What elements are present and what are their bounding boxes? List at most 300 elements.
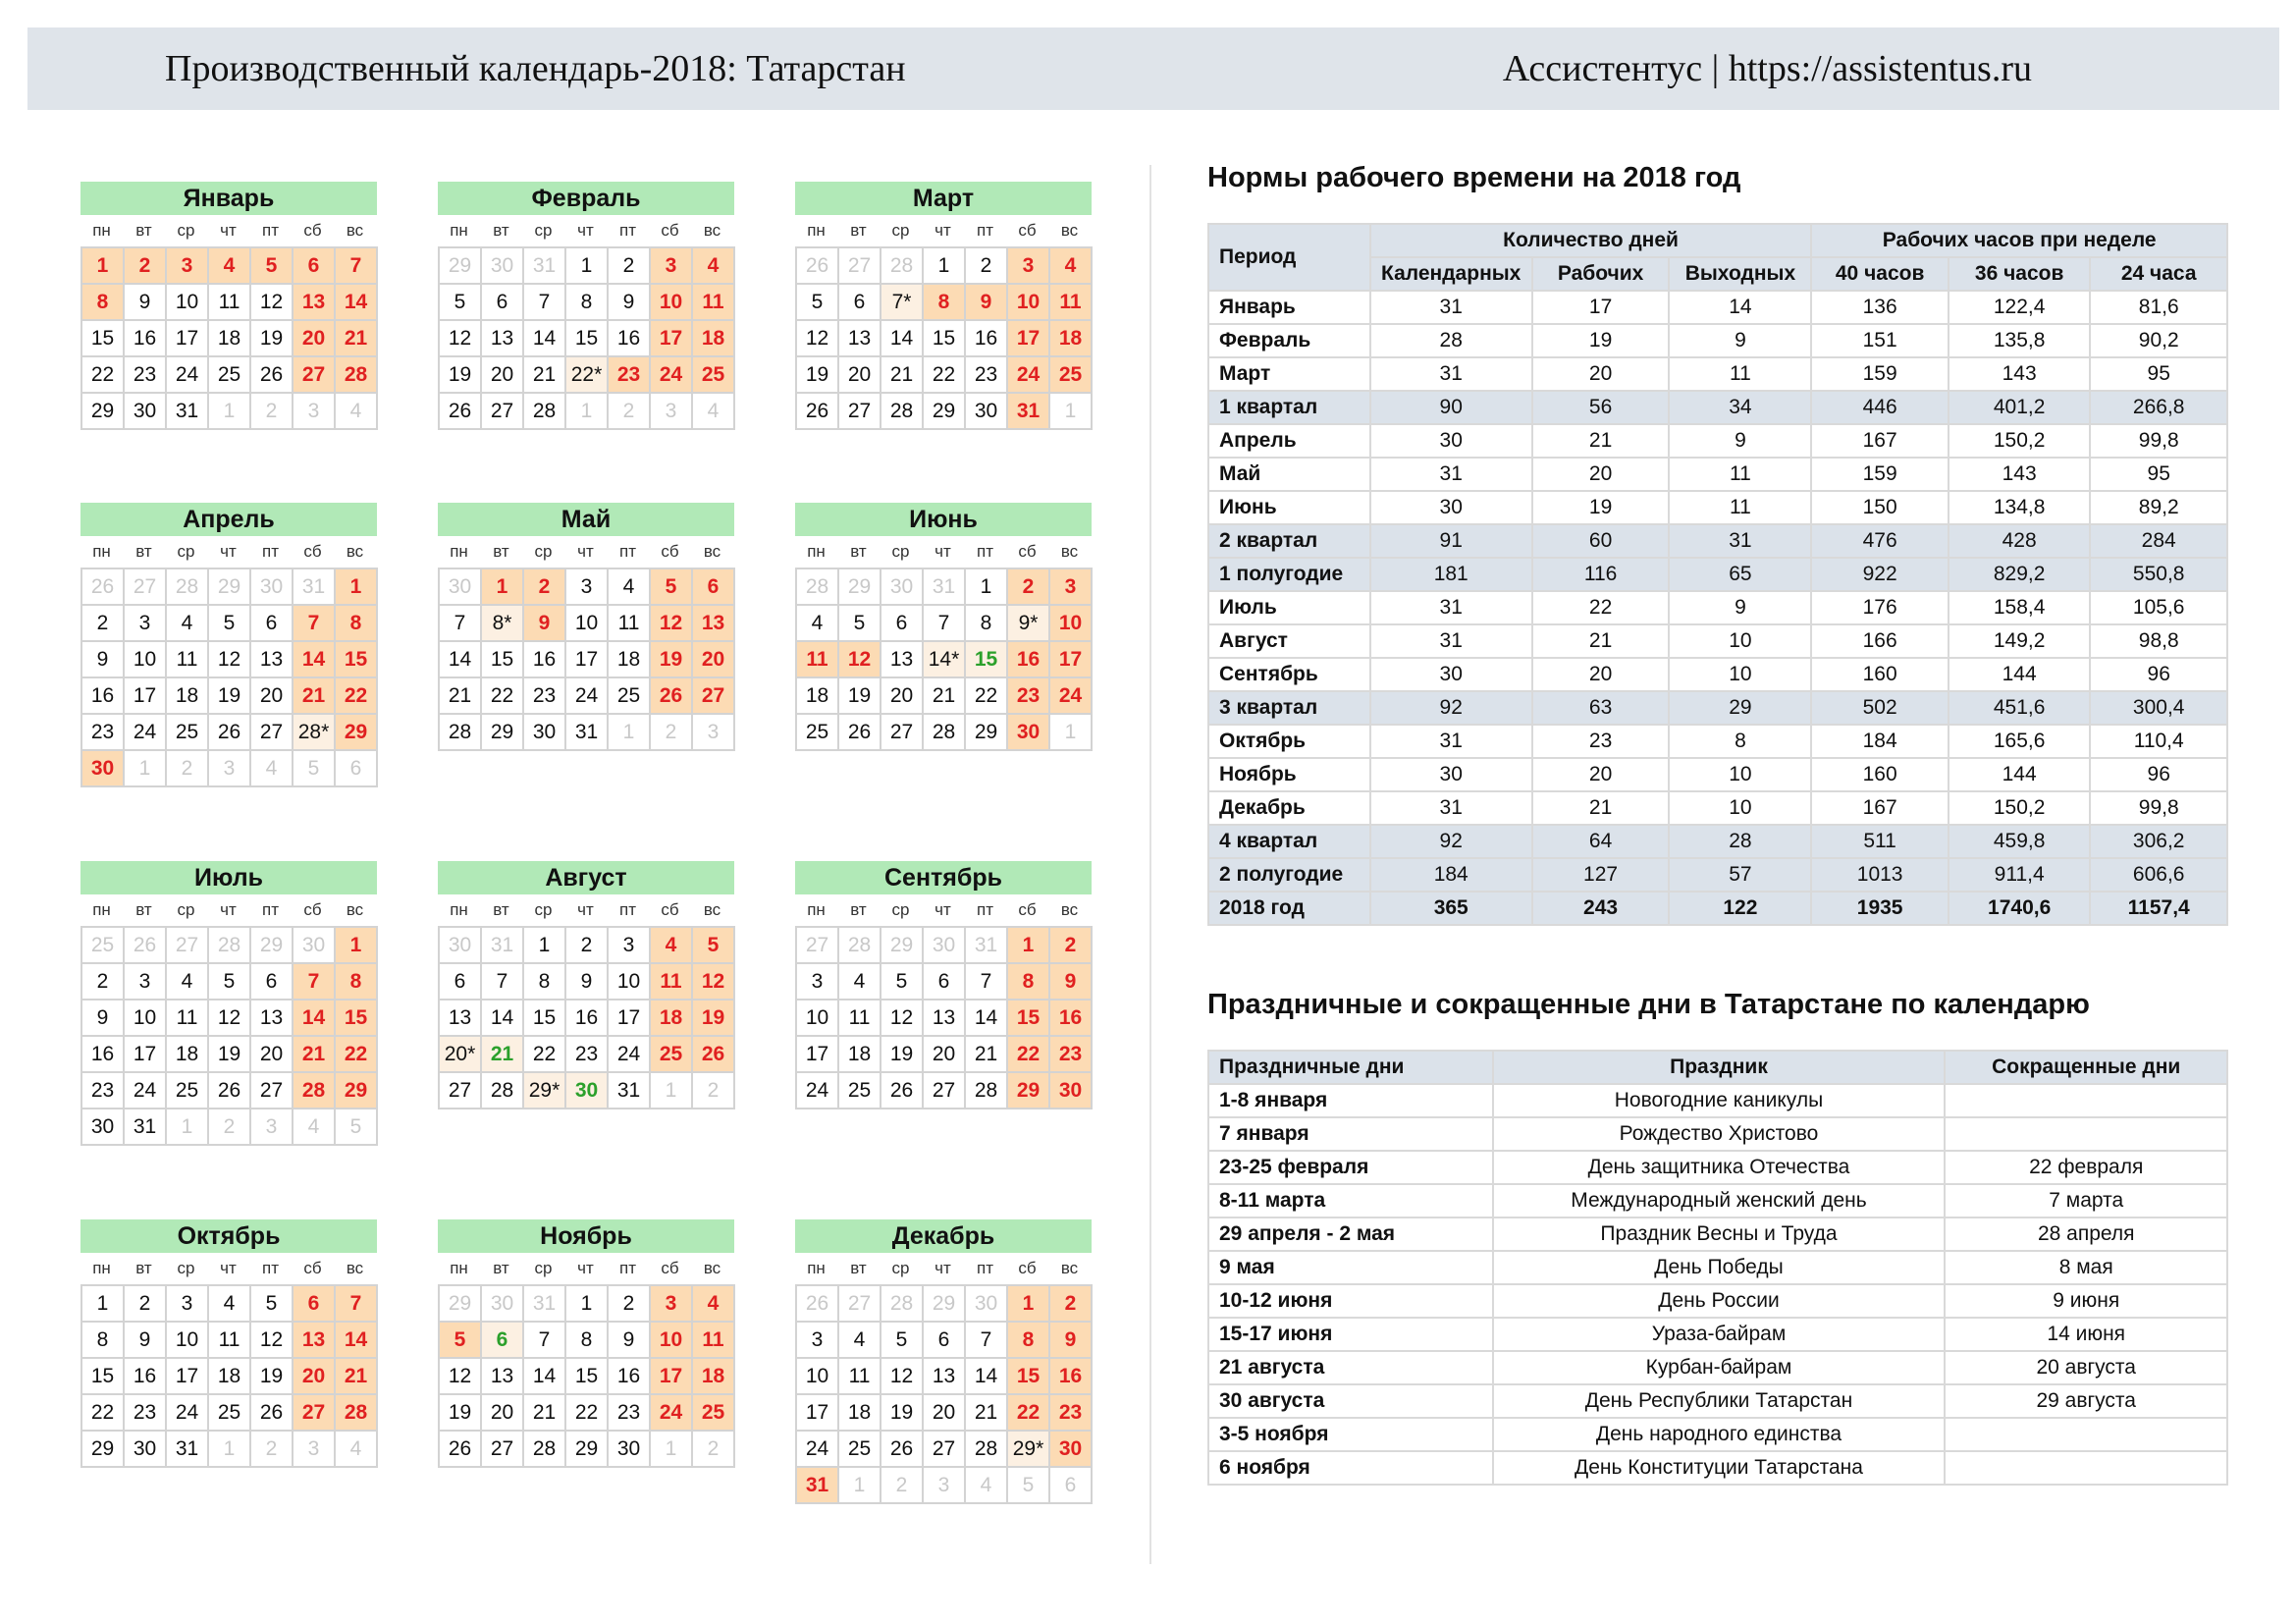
weekday-row [795,1253,1092,1284]
norm-value: 922 [1811,558,1949,591]
table-row [1208,892,2227,925]
other-month-day-cell: 27 [839,248,881,285]
day-cell: 2 [566,928,609,964]
day-cell: 27 [839,394,881,430]
holiday-day-cell: 18 [693,321,735,357]
weekday-label: ср [534,900,553,919]
norm-value: 300,4 [2090,691,2227,725]
holiday-day-cell: 2 [1050,1286,1093,1323]
day-cell: 24 [566,678,609,715]
day-cell: 6 [881,606,924,642]
day-cell: 15 [82,321,125,357]
day-cell: 15 [82,1359,125,1395]
month-title: Август [438,861,734,894]
day-cell: 21 [966,1395,1008,1432]
short-day-cell: 7* [881,285,924,321]
weekday-row [795,536,1092,568]
norm-value: 502 [1811,691,1949,725]
day-cell: 24 [797,1432,839,1468]
day-cell: 9 [609,1323,651,1359]
weekday-label: ср [177,1259,195,1277]
day-cell: 24 [167,357,209,394]
norm-value: 98,8 [2090,624,2227,658]
day-cell: 13 [440,1001,482,1037]
day-cell: 15 [566,321,609,357]
norm-value: 829,2 [1949,558,2091,591]
weekday-label: вт [850,900,867,919]
norm-value: 31 [1370,591,1532,624]
workday-transfer-cell: 30 [566,1073,609,1109]
table-row [1208,1351,2227,1384]
day-cell: 12 [440,1359,482,1395]
period-name: 2018 год [1208,892,1370,925]
day-cell: 18 [839,1037,881,1073]
norm-value: 92 [1370,691,1532,725]
short-day: 28 апреля [1945,1217,2227,1251]
table-row [1208,1151,2227,1184]
weekday-label: сб [303,221,322,240]
day-cell: 31 [167,394,209,430]
day-cell: 4 [839,1323,881,1359]
table-row [1208,591,2227,624]
day-cell: 17 [797,1037,839,1073]
month-day-grid [795,568,1093,751]
other-month-day-cell: 2 [693,1073,735,1109]
period-name: Сентябрь [1208,658,1370,691]
weekday-label: пн [807,900,826,919]
day-cell: 17 [797,1395,839,1432]
holiday-day-cell: 30 [1050,1073,1093,1109]
period-name: Январь [1208,291,1370,324]
month-day-grid [795,926,1093,1109]
norm-value: 150,2 [1949,791,2091,825]
norm-value: 9 [1669,424,1811,458]
holiday-day-cell: 2 [524,569,566,606]
day-cell: 12 [209,642,251,678]
norm-value: 159 [1811,458,1949,491]
day-cell: 11 [167,1001,209,1037]
day-cell: 22 [966,678,1008,715]
day-cell: 20 [482,357,524,394]
other-month-day-cell: 30 [482,1286,524,1323]
day-cell: 11 [609,606,651,642]
day-cell: 7 [482,964,524,1001]
day-cell: 21 [924,678,966,715]
short-day: 8 мая [1945,1251,2227,1284]
weekday-label: вт [135,221,152,240]
norm-value: 90,2 [2090,324,2227,357]
day-cell: 12 [797,321,839,357]
holidays-days-header: Праздничные дни [1208,1051,1493,1084]
other-month-day-cell: 1 [651,1073,693,1109]
other-month-day-cell: 30 [924,928,966,964]
day-cell: 22 [82,1395,125,1432]
norm-value: 10 [1669,624,1811,658]
norm-value: 116 [1532,558,1670,591]
norm-value: 64 [1532,825,1670,858]
other-month-day-cell: 3 [651,394,693,430]
short-day-cell: 29* [524,1073,566,1109]
period-name: 4 квартал [1208,825,1370,858]
day-cell: 20 [482,1395,524,1432]
day-cell: 10 [167,1323,209,1359]
month-day-grid [80,246,378,430]
day-cell: 19 [797,357,839,394]
day-cell: 8 [566,1323,609,1359]
day-cell: 3 [125,606,167,642]
holiday-day-cell: 3 [651,248,693,285]
day-cell: 12 [209,1001,251,1037]
holiday-day-cell: 8 [82,285,125,321]
holiday-day-cell: 24 [1008,357,1050,394]
day-cell: 25 [209,1395,251,1432]
day-cell: 28 [966,1073,1008,1109]
norm-value: 20 [1532,458,1670,491]
holiday-day-cell: 26 [651,678,693,715]
day-cell: 6 [924,964,966,1001]
holiday-day-cell: 22 [336,1037,378,1073]
other-month-day-cell: 2 [167,751,209,787]
month-title: Декабрь [795,1219,1092,1253]
holiday-day-cell: 23 [1008,678,1050,715]
holiday-day-cell: 1 [1008,928,1050,964]
weekday-label: пн [92,900,111,919]
period-name: Апрель [1208,424,1370,458]
norm-value: 31 [1669,524,1811,558]
other-month-day-cell: 2 [209,1109,251,1146]
holiday-day-cell: 30 [1050,1432,1093,1468]
norms-col-header: Календарных [1370,257,1532,291]
norm-value: 30 [1370,424,1532,458]
day-cell: 26 [440,1432,482,1468]
holiday-day-cell: 14 [336,285,378,321]
norm-value: 63 [1532,691,1670,725]
day-cell: 14 [482,1001,524,1037]
holiday-name: Ураза-байрам [1493,1318,1946,1351]
norm-value: 10 [1669,658,1811,691]
holiday-name: День Конституции Татарстана [1493,1451,1946,1485]
holidays-name-header: Праздник [1493,1051,1946,1084]
norm-value: 143 [1949,458,2091,491]
day-cell: 29 [482,715,524,751]
weekday-label: пн [450,221,468,240]
weekday-label: вс [703,542,721,561]
weekday-label: вс [346,900,364,919]
month-calendar [80,503,377,787]
other-month-day-cell: 5 [336,1109,378,1146]
weekday-label: сб [661,1259,679,1277]
day-cell: 13 [251,1001,294,1037]
norm-value: 56 [1532,391,1670,424]
weekday-label: вт [135,1259,152,1277]
norm-value: 150 [1811,491,1949,524]
weekday-label: вт [135,542,152,561]
holiday-day-cell: 14 [294,642,336,678]
day-cell: 7 [924,606,966,642]
other-month-day-cell: 29 [924,1286,966,1323]
day-cell: 29 [924,394,966,430]
day-cell: 23 [125,357,167,394]
holiday-day-cell: 12 [839,642,881,678]
day-cell: 13 [881,642,924,678]
weekday-label: чт [934,221,951,240]
holiday-day-cell: 29 [336,1073,378,1109]
day-cell: 19 [440,1395,482,1432]
day-cell: 24 [125,715,167,751]
day-cell: 2 [609,248,651,285]
short-day-cell: 22* [566,357,609,394]
holiday-day-cell: 11 [693,285,735,321]
other-month-day-cell: 29 [440,1286,482,1323]
short-day [1945,1084,2227,1117]
day-cell: 10 [609,964,651,1001]
other-month-day-cell: 1 [125,751,167,787]
period-name: Июль [1208,591,1370,624]
weekday-label: пт [262,221,279,240]
day-cell: 27 [251,1073,294,1109]
day-cell: 15 [524,1001,566,1037]
day-cell: 21 [524,357,566,394]
other-month-day-cell: 4 [966,1468,1008,1504]
weekday-label: ср [534,1259,553,1277]
holiday-day-cell: 6 [693,569,735,606]
other-month-day-cell: 1 [209,394,251,430]
day-cell: 12 [881,1001,924,1037]
weekday-label: пн [450,1259,468,1277]
day-cell: 2 [82,606,125,642]
weekday-label: пт [262,542,279,561]
norm-value: 306,2 [2090,825,2227,858]
short-day: 7 марта [1945,1184,2227,1217]
norm-value: 550,8 [2090,558,2227,591]
holiday-day-cell: 8 [336,964,378,1001]
table-row [1208,491,2227,524]
day-cell: 18 [609,642,651,678]
day-cell: 6 [482,285,524,321]
holiday-day-cell: 7 [336,248,378,285]
holiday-dates: 23-25 февраля [1208,1151,1493,1184]
holiday-dates: 9 мая [1208,1251,1493,1284]
holiday-day-cell: 28 [336,1395,378,1432]
weekday-row [795,894,1092,926]
holiday-day-cell: 27 [294,1395,336,1432]
other-month-day-cell: 29 [839,569,881,606]
other-month-day-cell: 26 [797,1286,839,1323]
holiday-day-cell: 3 [167,248,209,285]
norm-value: 135,8 [1949,324,2091,357]
other-month-day-cell: 30 [482,248,524,285]
holiday-day-cell: 17 [651,1359,693,1395]
norm-value: 90 [1370,391,1532,424]
norm-value: 28 [1669,825,1811,858]
weekday-label: чт [577,221,594,240]
day-cell: 11 [839,1001,881,1037]
norm-value: 11 [1669,458,1811,491]
holiday-day-cell: 5 [651,569,693,606]
day-cell: 14 [881,321,924,357]
day-cell: 12 [251,285,294,321]
weekday-label: ср [177,542,195,561]
day-cell: 16 [125,321,167,357]
norm-value: 150,2 [1949,424,2091,458]
day-cell: 13 [924,1359,966,1395]
weekday-row [80,1253,377,1284]
table-row [1208,624,2227,658]
day-cell: 8 [82,1323,125,1359]
weekday-row [80,215,377,246]
day-cell: 23 [966,357,1008,394]
holiday-day-cell: 7 [294,964,336,1001]
norm-value: 134,8 [1949,491,2091,524]
other-month-day-cell: 4 [693,394,735,430]
norms-col-header: 36 часов [1949,257,2091,291]
holiday-day-cell: 5 [251,248,294,285]
norms-col-header: 40 часов [1811,257,1949,291]
weekday-label: пт [619,542,636,561]
other-month-day-cell: 29 [440,248,482,285]
month-calendar [80,861,377,1146]
day-cell: 20 [839,357,881,394]
table-row [1208,1084,2227,1117]
norm-value: 160 [1811,658,1949,691]
header-brand: Ассистентус | https://assistentus.ru [1502,48,2032,89]
day-cell: 18 [209,321,251,357]
day-cell: 3 [609,928,651,964]
day-cell: 26 [209,1073,251,1109]
other-month-day-cell: 1 [1050,715,1093,751]
day-cell: 7 [524,1323,566,1359]
holiday-day-cell: 9 [966,285,1008,321]
table-row [1208,391,2227,424]
norm-value: 30 [1370,491,1532,524]
norm-value: 151 [1811,324,1949,357]
norm-value: 176 [1811,591,1949,624]
other-month-day-cell: 29 [251,928,294,964]
day-cell: 25 [609,678,651,715]
other-month-day-cell: 28 [839,928,881,964]
period-name: Июнь [1208,491,1370,524]
day-cell: 18 [167,1037,209,1073]
norms-col-header: 24 часа [2090,257,2227,291]
weekday-label: чт [220,900,237,919]
day-cell: 19 [881,1037,924,1073]
holiday-day-cell: 22 [336,678,378,715]
day-cell: 13 [482,321,524,357]
short-day-cell: 9* [1008,606,1050,642]
day-cell: 26 [797,394,839,430]
holiday-day-cell: 16 [1008,642,1050,678]
weekday-label: сб [303,900,322,919]
other-month-day-cell: 1 [651,1432,693,1468]
day-cell: 4 [797,606,839,642]
weekday-label: ср [891,900,910,919]
holiday-name: День народного единства [1493,1418,1946,1451]
short-day: 22 февраля [1945,1151,2227,1184]
norm-value: 401,2 [1949,391,2091,424]
day-cell: 5 [209,964,251,1001]
weekday-label: вт [850,221,867,240]
month-calendar [438,182,734,430]
holiday-day-cell: 23 [609,357,651,394]
column-divider [1149,165,1151,1564]
day-cell: 1 [566,248,609,285]
norm-value: 96 [2090,758,2227,791]
holiday-name: День Победы [1493,1251,1946,1284]
day-cell: 16 [125,1359,167,1395]
day-cell: 11 [209,285,251,321]
day-cell: 14 [966,1001,1008,1037]
other-month-day-cell: 2 [693,1432,735,1468]
norm-value: 144 [1949,658,2091,691]
month-title: Январь [80,182,377,215]
day-cell: 16 [609,321,651,357]
holiday-day-cell: 30 [82,751,125,787]
norm-value: 34 [1669,391,1811,424]
day-cell: 30 [966,394,1008,430]
day-cell: 31 [609,1073,651,1109]
weekday-label: вт [135,900,152,919]
weekday-label: ср [177,900,195,919]
table-row [1208,1284,2227,1318]
holiday-day-cell: 19 [693,1001,735,1037]
holiday-day-cell: 24 [651,1395,693,1432]
holiday-dates: 15-17 июня [1208,1318,1493,1351]
norm-value: 149,2 [1949,624,2091,658]
norm-value: 30 [1370,758,1532,791]
weekday-label: ср [534,221,553,240]
holiday-day-cell: 18 [1050,321,1093,357]
holiday-day-cell: 4 [209,248,251,285]
weekday-label: чт [934,900,951,919]
day-cell: 7 [966,1323,1008,1359]
holiday-dates: 7 января [1208,1117,1493,1151]
day-cell: 18 [209,1359,251,1395]
weekday-label: ср [177,221,195,240]
day-cell: 10 [566,606,609,642]
holiday-day-cell: 20 [294,321,336,357]
norm-value: 511 [1811,825,1949,858]
month-calendar [795,861,1092,1109]
norm-value: 105,6 [2090,591,2227,624]
day-cell: 30 [125,394,167,430]
day-cell: 25 [797,715,839,751]
other-month-day-cell: 31 [482,928,524,964]
day-cell: 16 [82,678,125,715]
day-cell: 2 [82,964,125,1001]
other-month-day-cell: 28 [797,569,839,606]
day-cell: 28 [881,394,924,430]
day-cell: 16 [609,1359,651,1395]
weekday-label: чт [220,542,237,561]
month-title: Май [438,503,734,536]
period-name: Март [1208,357,1370,391]
day-cell: 26 [440,394,482,430]
day-cell: 13 [251,642,294,678]
day-cell: 26 [251,1395,294,1432]
weekday-label: пт [262,900,279,919]
norm-value: 20 [1532,357,1670,391]
holiday-day-cell: 24 [651,357,693,394]
day-cell: 9 [609,285,651,321]
day-cell: 11 [209,1323,251,1359]
month-day-grid [80,568,378,787]
norm-value: 127 [1532,858,1670,892]
other-month-day-cell: 5 [1008,1468,1050,1504]
other-month-day-cell: 30 [251,569,294,606]
norm-value: 9 [1669,591,1811,624]
holiday-day-cell: 30 [1008,715,1050,751]
norm-value: 8 [1669,725,1811,758]
